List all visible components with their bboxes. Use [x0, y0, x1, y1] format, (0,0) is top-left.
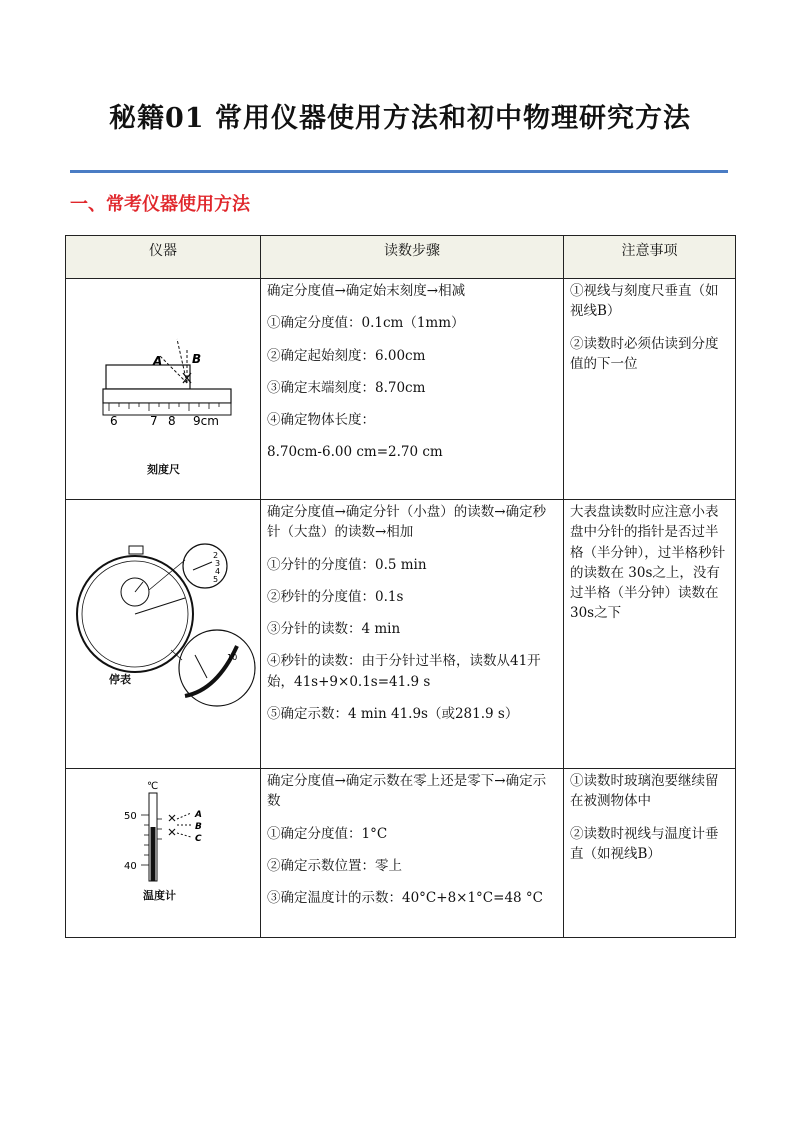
table-row-ruler [66, 279, 736, 500]
ruler-steps [261, 279, 564, 500]
ruler-figure-cell [66, 279, 261, 500]
stopwatch-label-2: 2 [212, 551, 218, 560]
thermometer-step: ②确定示数位置：零上 [267, 857, 402, 874]
thermometer-label-50: 50 [123, 811, 137, 822]
thermometer-label-A: A [194, 810, 202, 820]
thermometer-unit: ℃ [146, 781, 158, 792]
ruler-step: 8.70cm-6.00 cm=2.70 cm [267, 444, 443, 461]
page-title: 秘籍01 常用仪器使用方法和初中物理研究方法 [109, 103, 691, 134]
stopwatch-note: 大表盘读数时应注意小表盘中分针的指针是否过半格（半分钟），过半格秒针的读数在 30s之上，没有过半格（半分钟）读数在30s之下 [570, 504, 726, 622]
ruler-step: ①确定分度值：0.1cm（1mm） [267, 315, 465, 332]
stopwatch-label-3: 3 [214, 559, 220, 568]
header-notes: 注意事项 [564, 236, 736, 279]
table-header-row [66, 236, 736, 279]
header-steps: 读数步骤 [261, 236, 564, 279]
stopwatch-step: ④秒针的读数：由于分针过半格，读数从41开始，41s+9×0.1s=41.9 s [267, 653, 541, 690]
thermometer-caption: 温度计 [142, 889, 176, 902]
stopwatch-figure-cell [66, 500, 261, 769]
thermometer-label-B: B [194, 822, 202, 832]
stopwatch-label-4: 4 [214, 567, 220, 576]
ruler-notes [564, 279, 736, 500]
thermometer-step: ③确定温度计的示数：40°C+8×1°C=48 °C [267, 890, 543, 906]
ruler-label-B: B [191, 352, 201, 366]
ruler-figure [67, 279, 260, 495]
thermometer-label-C: C [194, 834, 202, 844]
ruler-label-6: 6 [109, 414, 118, 428]
table-row-thermometer [66, 769, 736, 938]
stopwatch-steps [261, 500, 564, 769]
title-divider [70, 170, 728, 173]
stopwatch-step: ①分针的分度值：0.5 min [267, 556, 427, 573]
thermometer-step: 确定分度值→确定示数在零上还是零下→确定示数 [267, 773, 547, 810]
thermometer-step: ①确定分度值：1°C [267, 825, 388, 842]
ruler-step: ③确定末端刻度：8.70cm [267, 379, 426, 396]
stopwatch-step: ⑤确定示数：4 min 41.9s（或281.9 s） [267, 705, 519, 722]
stopwatch-notes [564, 500, 736, 769]
stopwatch-step: ②秒针的分度值：0.1s [267, 588, 404, 605]
ruler-step: ④确定物体长度： [267, 412, 375, 428]
stopwatch-step: 确定分度值→确定分针（小盘）的读数→确定秒针（大盘）的读数→相加 [267, 504, 547, 541]
ruler-step: ②确定起始刻度：6.00cm [267, 347, 426, 364]
section-heading: 一、常考仪器使用方法 [70, 194, 250, 215]
stopwatch-step: ③分针的读数：4 min [267, 621, 401, 637]
thermometer-notes [564, 769, 736, 938]
ruler-label-8: 8 [167, 414, 176, 428]
stopwatch-caption: 停表 [108, 673, 131, 686]
thermometer-steps [261, 769, 564, 938]
thermometer-note: ②读数时视线与温度计垂直（如视线B） [570, 825, 719, 862]
thermometer-figure-cell [66, 769, 261, 938]
table-row-stopwatch [66, 500, 736, 769]
stopwatch-figure [67, 500, 260, 764]
ruler-label-7: 7 [149, 414, 158, 428]
ruler-note: ①视线与刻度尺垂直（如视线B） [570, 283, 719, 320]
ruler-note: ②读数时必须估读到分度值的下一位 [570, 335, 719, 372]
thermometer-label-40: 40 [123, 861, 137, 872]
ruler-caption: 刻度尺 [146, 463, 180, 476]
thermometer-figure [67, 769, 260, 933]
stopwatch-label-10: 10 [226, 653, 237, 662]
ruler-label-A: A [152, 354, 162, 368]
stopwatch-label-5: 5 [212, 575, 218, 584]
ruler-label-9cm: 9cm [192, 414, 219, 428]
ruler-step: 确定分度值→确定始末刻度→相减 [267, 283, 466, 299]
header-instrument: 仪器 [66, 236, 261, 279]
instrument-table [65, 235, 736, 938]
thermometer-note: ①读数时玻璃泡要继续留在被测物体中 [570, 773, 719, 810]
